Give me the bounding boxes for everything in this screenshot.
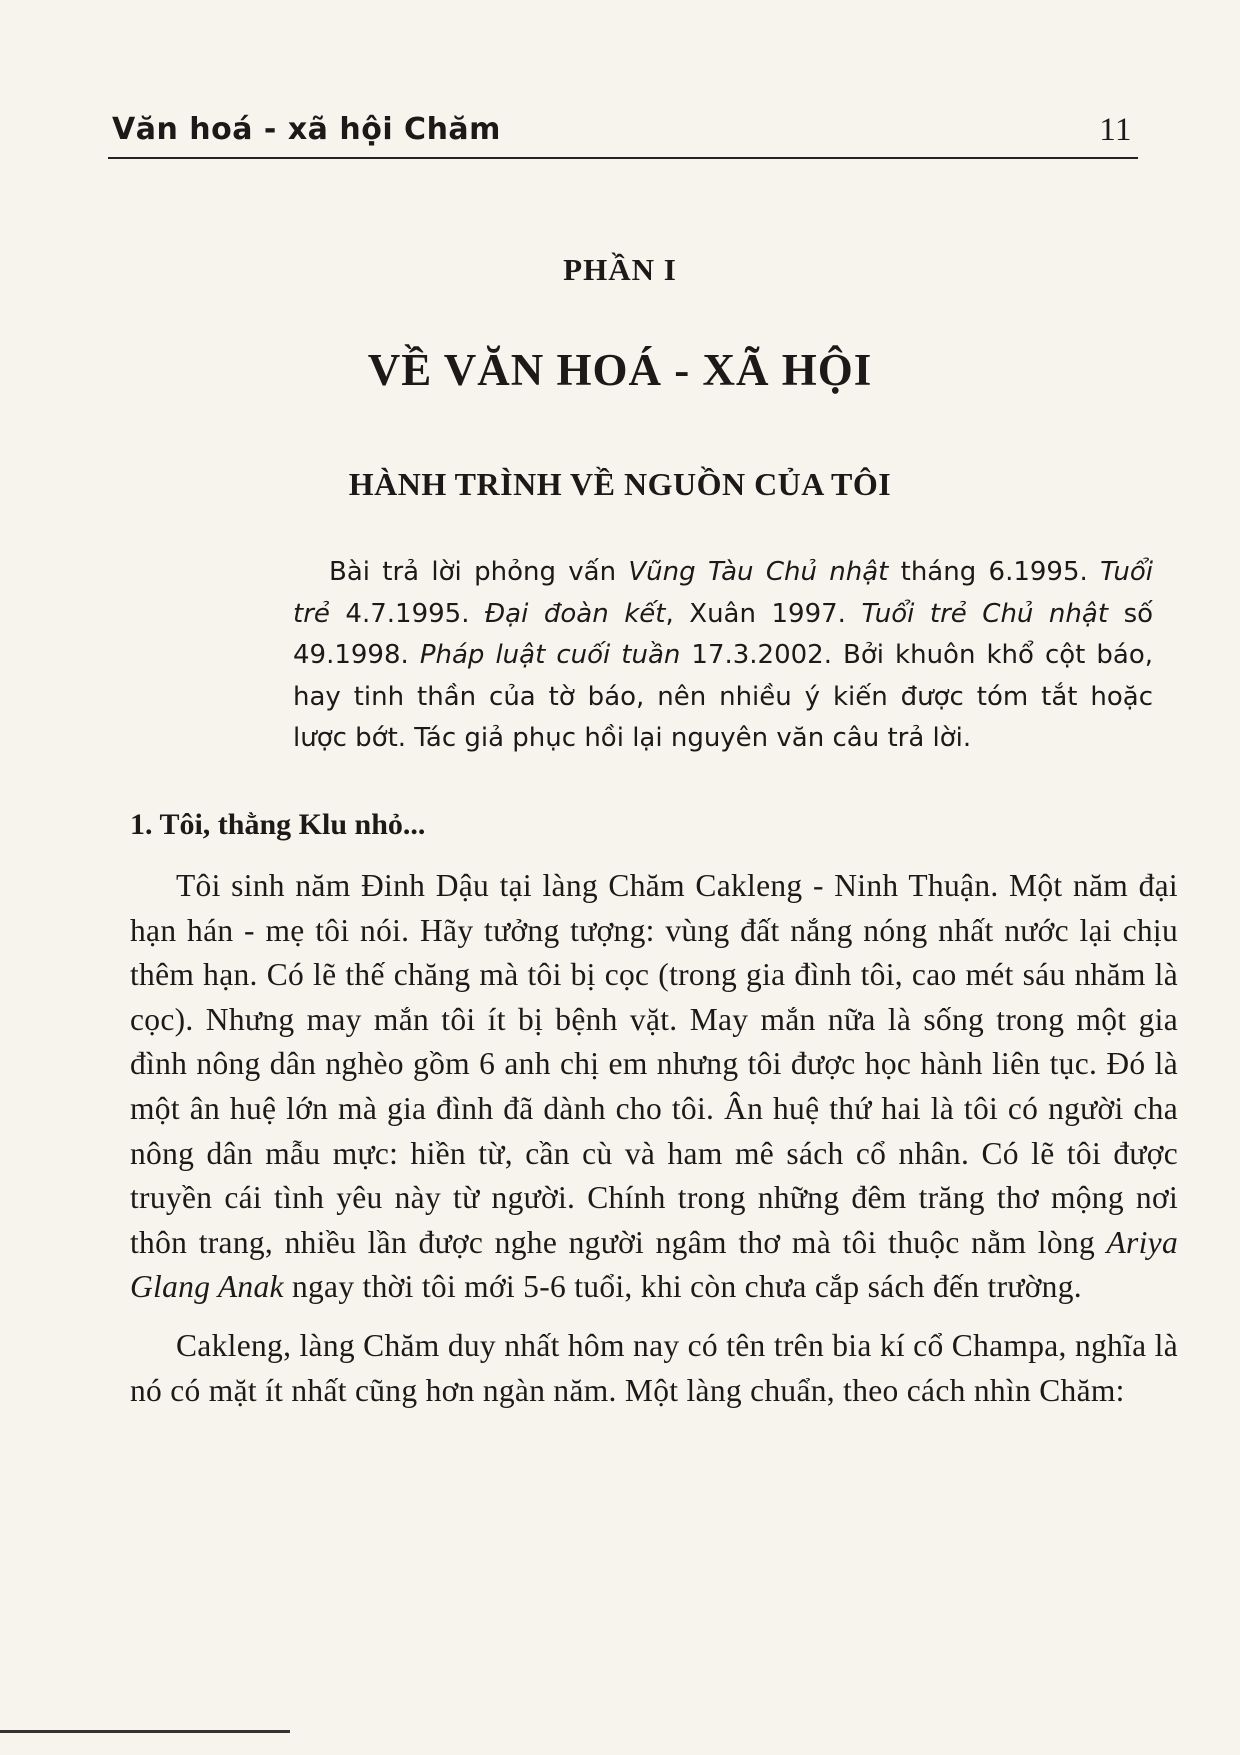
note-publication: Pháp luật cuối tuần xyxy=(419,640,681,670)
source-note xyxy=(293,552,1153,760)
body-text-run: Tôi sinh năm Đinh Dậu tại làng Chăm Cakleng - Ninh Thuận. Một năm đại hạn hán - mẹ tôi nói. Hãy tưởng tượng: vùng đất nắng nóng nhất nước lại chịu thêm hạn. Có lẽ thế chăng mà tôi bị cọc (trong gia đình tôi, cao mét sáu nhăm là cọc). Nhưng may mắn tôi ít bị bệnh vặt. May mắn nữa là sống trong một gia đình nông dân nghèo gồm 6 anh chị em nhưng tôi được học hành liên tục. Đó là một ân huệ lớn mà gia đình đã dành cho tôi. Ân huệ thứ hai là tôi có người cha nông dân mẫu mực: hiền từ, cần cù và ham mê sách cổ nhân. Có lẽ tôi được truyền cái tình yêu này từ người. Chính trong những đêm trăng thơ mộng nơi thôn trang, nhiều lần được nghe người ngâm thơ mà tôi thuộc nằm lòng xyxy=(130,868,1178,1260)
source-note-paragraph xyxy=(293,552,1153,760)
article-title: HÀNH TRÌNH VỀ NGUỒN CỦA TÔI xyxy=(348,466,892,502)
note-text: Bài trả lời phỏng vấn xyxy=(329,557,629,587)
note-publication: Tuổi trẻ Chủ nhật xyxy=(861,598,1109,629)
running-head-title: Văn hoá - xã hội Chăm xyxy=(112,112,501,147)
note-text: tháng 6.1995. xyxy=(888,557,1101,587)
note-text: số 49.1998. xyxy=(293,598,1154,670)
part-label: PHẦN I xyxy=(563,252,677,287)
body-text-run: ngay thời tôi mới 5-6 tuổi, khi còn chưa cắp sách đến trường. xyxy=(283,1269,1082,1305)
note-publication: Tuổi trẻ xyxy=(293,557,1153,629)
header-rule xyxy=(108,157,1138,159)
running-head xyxy=(112,112,1132,147)
body-paragraph: Cakleng, làng Chăm duy nhất hôm nay có tên trên bia kí cổ Champa, nghĩa là nó có mặt ít nhất cũng hơn ngàn năm. Một làng chuẩn, theo cách nhìn Chăm: xyxy=(130,1327,1178,1408)
note-text: 17.3.2002. Bởi khuôn khổ cột báo, hay tinh thần của tờ báo, nên nhiều ý kiến được tóm tắt hoặc lược bớt. Tác giả phục hồi lại nguyên văn câu trả lời. xyxy=(293,640,1153,753)
part-title: VỀ VĂN HOÁ - XÃ HỘI xyxy=(367,345,873,395)
poem-title: Ariya Glang Anak xyxy=(130,1224,1178,1305)
section-heading: 1. Tôi, thằng Klu nhỏ... xyxy=(130,808,426,841)
note-text: , Xuân 1997. xyxy=(665,598,862,629)
bottom-edge-line xyxy=(0,1730,290,1733)
body-paragraph xyxy=(130,864,1178,1310)
body-text xyxy=(130,864,1178,1413)
note-text: 4.7.1995. xyxy=(329,598,486,629)
page-number: 11 xyxy=(1099,112,1132,148)
note-publication: Đại đoàn kết xyxy=(485,598,666,629)
note-publication: Vũng Tàu Chủ nhật xyxy=(628,557,889,587)
